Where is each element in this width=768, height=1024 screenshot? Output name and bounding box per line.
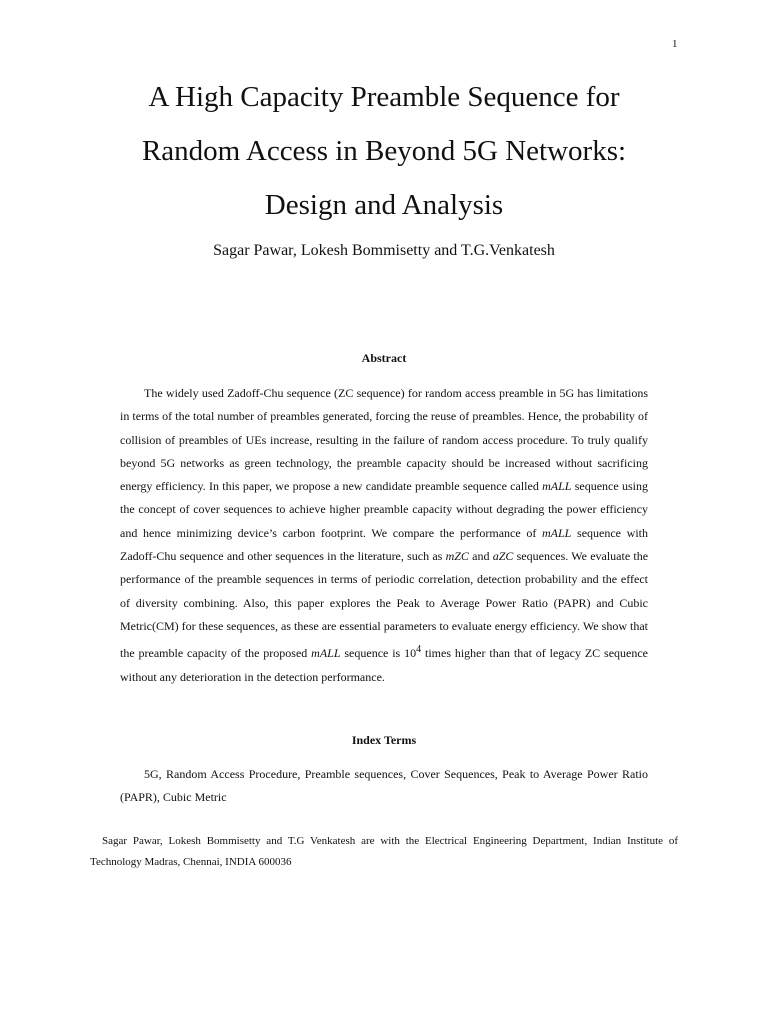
math-mall-2: mALL bbox=[542, 525, 572, 540]
abstract-text-4: sequences. We evaluate the performance of the preamble sequences in terms of periodic correlation, detection probability and the effect of diversity combining. Also, this paper explores the Peak to Average Power Ratio (PAPR) and Cubic Metric(CM) for these sequences, as these are essential parameters to evaluate energy efficiency. We show that the preamble capacity of the proposed bbox=[120, 549, 649, 661]
abstract-text-1: The widely used Zadoff-Chu sequence (ZC sequence) for random access preamble in 5G has limitations in terms of the total number of preambles generated, forcing the reuse of preambles. Hence, the probability of collision of preambles of UEs increase, resulting in the failure of random access procedure. To truly qualify beyond 5G networks as green technology, the preamble capacity should be increased without sacrificing energy efficiency. In this paper, we propose a new candidate preamble sequence called bbox=[120, 386, 648, 494]
abstract-heading: Abstract bbox=[361, 351, 407, 365]
math-mall-1: mALL bbox=[542, 479, 572, 494]
index-terms-text: 5G, Random Access Procedure, Preamble sequences, Cover Sequences, Peak to Average Power Ratio (PAPR), Cubic Metric bbox=[120, 767, 648, 805]
abstract-text-5: sequence is bbox=[344, 646, 401, 661]
power-exponent: 4 bbox=[416, 644, 422, 656]
abstract-text-3: sequence with Zadoff-Chu sequence and other sequences in the literature, such as bbox=[120, 525, 649, 564]
index-terms-heading: Index Terms bbox=[351, 733, 417, 747]
power-expression bbox=[404, 646, 421, 660]
abstract-text-6: times higher than that of legacy ZC sequence without any deterioration in the detection performance. bbox=[120, 646, 649, 684]
title-line-2: Random Access in Beyond 5G Networks: bbox=[141, 135, 627, 167]
math-mzc: mZC bbox=[445, 549, 469, 564]
title-line-1: A High Capacity Preamble Sequence for bbox=[148, 81, 620, 113]
abstract-body bbox=[120, 382, 648, 689]
math-mall-3: mALL bbox=[311, 646, 341, 661]
author-list: Sagar Pawar, Lokesh Bommisetty and T.G.Venkatesh bbox=[213, 242, 555, 259]
paper-title bbox=[60, 70, 708, 232]
title-line-3: Design and Analysis bbox=[264, 189, 504, 221]
footnote-text: Sagar Pawar, Lokesh Bommisetty and T.G Venkatesh are with the Electrical Engineering Department, Indian Institute of Technology Madras, Chennai, INDIA 600036 bbox=[90, 835, 678, 868]
page-number: 1 bbox=[672, 38, 678, 50]
index-terms-body bbox=[120, 763, 648, 810]
abstract-text-and: and bbox=[472, 549, 490, 564]
math-azc: aZC bbox=[492, 549, 514, 564]
author-affiliation-footnote bbox=[90, 831, 678, 873]
power-base: 10 bbox=[404, 646, 417, 661]
abstract-text-2: sequence using the concept of cover sequences to achieve higher preamble capacity without degrading the power efficiency and hence minimizing device’s carbon footprint. We compare the performance of bbox=[120, 479, 648, 540]
